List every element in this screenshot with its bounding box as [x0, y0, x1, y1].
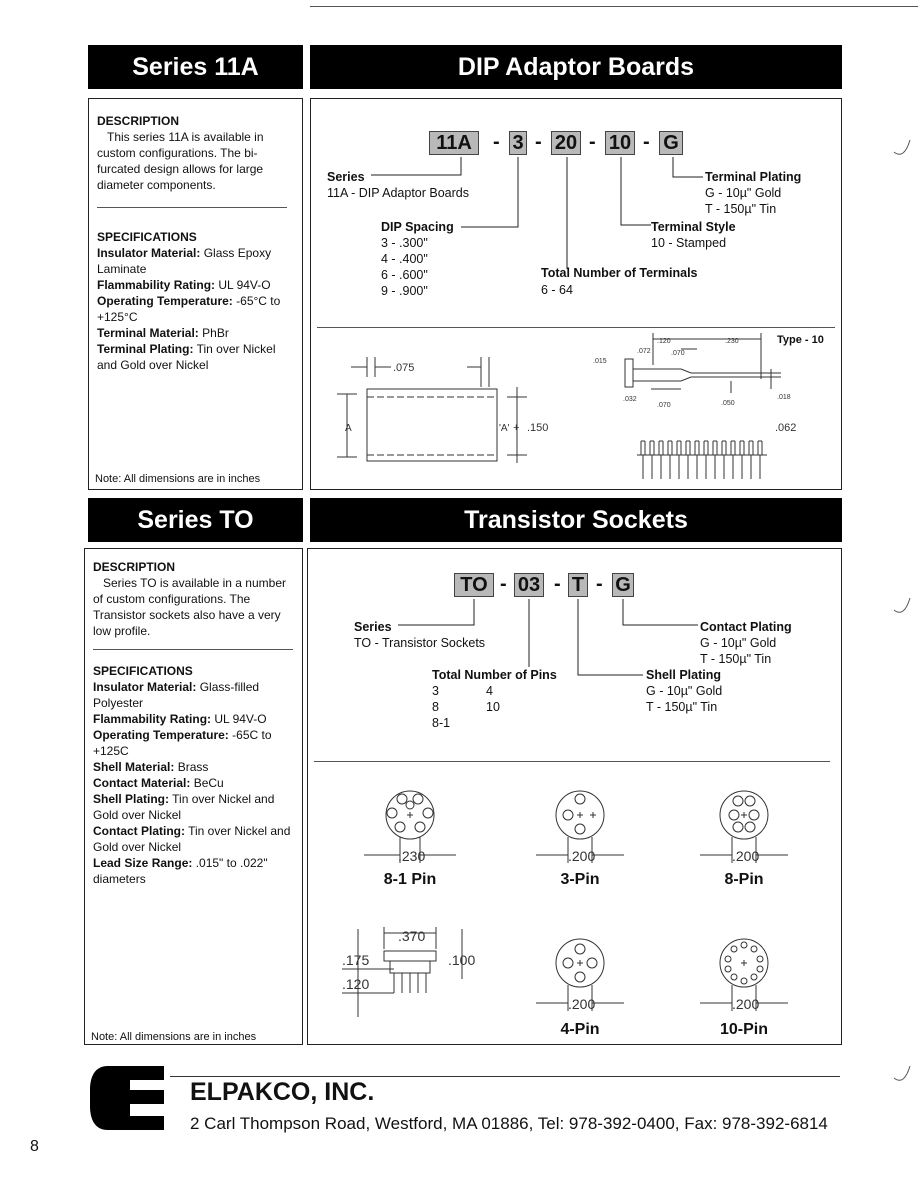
- spec-item: Operating Temperature: -65°C to +125°C: [97, 294, 281, 324]
- terminal-pin: [704, 441, 708, 479]
- diagram-divider: [314, 761, 830, 762]
- terminal-pin: [695, 441, 699, 479]
- page-number: 8: [30, 1138, 39, 1155]
- company-address: 2 Carl Thompson Road, Westford, MA 01886, Tel: 978-392-0400, Fax: 978-392-6814: [190, 1114, 828, 1133]
- footer-rule: [170, 1076, 840, 1077]
- dim-type: Type - 10: [777, 334, 824, 346]
- dip-spacing-option: 4 - .400": [381, 252, 428, 266]
- contact-plating-option: T - 150µ" Tin: [700, 652, 772, 666]
- code-dash: -: [643, 131, 650, 153]
- dim-015: .015: [593, 358, 607, 365]
- socket-name: 8-1 Pin: [383, 871, 437, 888]
- terminal-plating-option: G - 10µ" Gold: [705, 186, 782, 200]
- spec-item: Contact Material: BeCu: [93, 776, 224, 790]
- company-name: ELPAKCO, INC.: [190, 1078, 375, 1106]
- socket-name: 3-Pin: [560, 871, 600, 888]
- description-text: Series TO is available in a number of custom configurations. The Transistor sockets also have a very low profile.: [93, 576, 286, 638]
- dim-175: .175: [342, 952, 370, 968]
- code-terminals: 20: [551, 131, 581, 155]
- pins-option: 3: [432, 684, 439, 698]
- code-dash: -: [589, 131, 596, 153]
- dip-spacing-option: 3 - .300": [381, 236, 428, 250]
- dim-370: .370: [398, 928, 426, 944]
- transistor-diagram-box: [307, 548, 842, 1045]
- dim-150: .150: [527, 422, 549, 434]
- dim-plus: +: [513, 422, 520, 434]
- spec-item: Shell Material: Brass: [93, 760, 209, 774]
- divider: [97, 207, 287, 208]
- spec-item: Insulator Material: Glass-filled Polyester: [93, 680, 260, 710]
- dip-adaptor-diagram-box: [310, 98, 842, 490]
- terminal-pin: [650, 441, 654, 479]
- socket-8-1-pin-drawing: [360, 785, 460, 875]
- dimensions-note: Note: All dimensions are in inches: [95, 473, 261, 485]
- terminal-pin: [713, 441, 717, 479]
- code-dip-spacing: 3: [509, 131, 527, 155]
- code-dash: -: [500, 573, 507, 595]
- socket-4-pin-drawing: [530, 933, 630, 1023]
- pins-option: 8: [432, 700, 439, 714]
- socket-name: 8-Pin: [724, 871, 764, 888]
- binder-mark: [892, 590, 914, 618]
- spec-item: Flammability Rating: UL 94V-O: [93, 712, 267, 726]
- elpakco-logo: [90, 1066, 164, 1130]
- dip-spacing-label: DIP Spacing: [381, 220, 454, 234]
- terminal-strip: [637, 441, 767, 479]
- code-dash: -: [596, 573, 603, 595]
- transistor-sockets-title: Transistor Sockets: [310, 498, 842, 542]
- terminal-pin: [677, 441, 681, 479]
- spec-item: Terminal Plating: Tin over Nickel and Gold over Nickel: [97, 342, 276, 372]
- socket-dim: .200: [568, 996, 596, 1012]
- spec-item: Terminal Material: PhBr: [97, 326, 229, 340]
- pins-option: 10: [486, 700, 500, 714]
- series-11a-title: Series 11A: [88, 45, 303, 89]
- pins-option: 8-1: [432, 716, 451, 730]
- terminal-type-drawing: [581, 329, 841, 489]
- socket-10-pin-drawing: [694, 933, 794, 1023]
- spec-item: Insulator Material: Glass Epoxy Laminate: [97, 246, 272, 276]
- dim-070b: .070: [657, 402, 671, 409]
- series-value: TO - Transistor Sockets: [354, 636, 486, 650]
- code-plating: G: [659, 131, 683, 155]
- code-pins: 03: [514, 573, 544, 597]
- code-contact-plating: G: [612, 573, 634, 597]
- socket-name: 4-Pin: [560, 1021, 600, 1038]
- spec-item: Operating Temperature: -65C to +125C: [93, 728, 272, 758]
- terminal-pin: [668, 441, 672, 479]
- terminals-value: 6 - 64: [541, 283, 573, 297]
- dim-A: A: [345, 423, 352, 434]
- spec-item: Flammability Rating: UL 94V-O: [97, 278, 271, 292]
- dim-018: .018: [777, 394, 791, 401]
- code-dash: -: [535, 131, 542, 153]
- dim-070a: .070: [671, 350, 685, 357]
- contact-plating-option: G - 10µ" Gold: [700, 636, 777, 650]
- terminal-style-value: 10 - Stamped: [651, 236, 727, 250]
- spec-item: Shell Plating: Tin over Nickel and Gold over Nickel: [93, 792, 275, 822]
- shell-plating-option: G - 10µ" Gold: [646, 684, 723, 698]
- terminal-plating-option: T - 150µ" Tin: [705, 202, 777, 216]
- terminal-pin: [659, 441, 663, 479]
- pins-label: Total Number of Pins: [432, 668, 557, 682]
- socket-dim: .200: [732, 848, 760, 864]
- series-label: Series: [327, 170, 365, 184]
- terminal-plating-label: Terminal Plating: [705, 170, 802, 184]
- dim-075: .075: [393, 362, 415, 374]
- code-terminal-style: 10: [605, 131, 635, 155]
- socket-profile-drawing: [338, 919, 488, 1019]
- dip-spacing-option: 9 - .900": [381, 284, 428, 298]
- dim-072: .072: [637, 348, 651, 355]
- diagram-divider: [317, 327, 835, 328]
- dim-062: .062: [775, 422, 797, 434]
- spec-item: Lead Size Range: .015" to .022" diameters: [93, 856, 268, 886]
- terminal-pin: [686, 441, 690, 479]
- socket-dim: .200: [732, 996, 760, 1012]
- code-dash: -: [493, 131, 500, 153]
- shell-plating-option: T - 150µ" Tin: [646, 700, 718, 714]
- terminal-pin: [749, 441, 753, 479]
- terminal-style-label: Terminal Style: [651, 220, 736, 234]
- code-dash: -: [554, 573, 561, 595]
- terminal-pin: [740, 441, 744, 479]
- terminal-pin: [731, 441, 735, 479]
- divider: [93, 649, 293, 650]
- terminals-label: Total Number of Terminals: [541, 266, 698, 280]
- socket-8-pin-drawing: [694, 785, 794, 875]
- top-rule: [310, 6, 918, 7]
- dimensions-note: Note: All dimensions are in inches: [91, 1031, 257, 1043]
- dim-032: .032: [623, 396, 637, 403]
- series-value: 11A - DIP Adaptor Boards: [327, 186, 469, 200]
- dim-120: .120: [657, 338, 671, 345]
- series-label: Series: [354, 620, 392, 634]
- binder-mark: [892, 132, 914, 160]
- series-11a-info-box: [88, 98, 303, 490]
- code-shell-plating: T: [568, 573, 588, 597]
- dim-050: .050: [721, 400, 735, 407]
- dip-spacing-option: 6 - .600": [381, 268, 428, 282]
- description-text: This series 11A is available in custom configurations. The bi-furcated design allows for large diameter components.: [97, 130, 264, 192]
- dim-A-prime: 'A': [499, 423, 510, 434]
- specs-heading: SPECIFICATIONS: [97, 230, 197, 244]
- description-heading: DESCRIPTION: [97, 114, 180, 128]
- description-heading: DESCRIPTION: [93, 560, 176, 574]
- series-to-title: Series TO: [88, 498, 303, 542]
- socket-dim: .200: [568, 848, 596, 864]
- dim-230: .230: [725, 338, 739, 345]
- dim-100: .100: [448, 952, 476, 968]
- socket-dim: .230: [398, 848, 426, 864]
- shell-plating-label: Shell Plating: [646, 668, 722, 682]
- terminal-pin: [722, 441, 726, 479]
- dip-adaptor-title: DIP Adaptor Boards: [310, 45, 842, 89]
- binder-mark: [892, 1058, 914, 1086]
- series-to-info-box: [84, 548, 303, 1045]
- dim-120: .120: [342, 976, 370, 992]
- pins-option: 4: [486, 684, 493, 698]
- specs-heading: SPECIFICATIONS: [93, 664, 193, 678]
- socket-3-pin-drawing: [530, 785, 630, 875]
- contact-plating-label: Contact Plating: [700, 620, 792, 634]
- terminal-pin: [758, 441, 762, 479]
- dip-board-drawing: [331, 339, 571, 469]
- code-series: TO: [454, 573, 494, 597]
- spec-item: Contact Plating: Tin over Nickel and Gold over Nickel: [93, 824, 291, 854]
- code-series: 11A: [429, 131, 479, 155]
- socket-name: 10-Pin: [719, 1021, 768, 1038]
